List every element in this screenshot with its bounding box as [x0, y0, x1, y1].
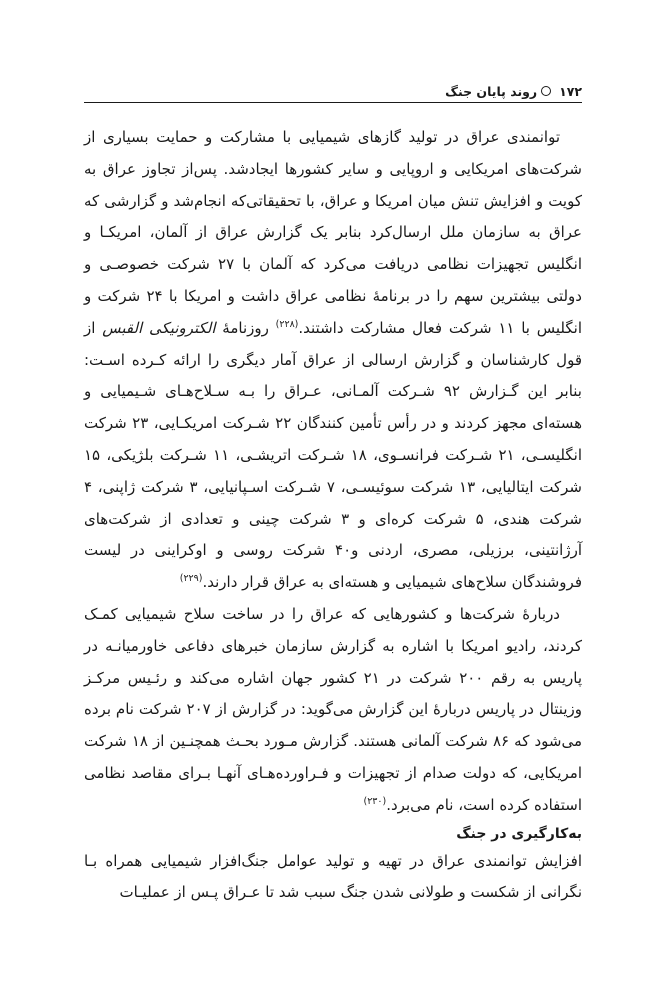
page-body — [84, 122, 582, 909]
running-title: روند پایان جنگ — [445, 83, 538, 99]
page-number: ۱۷۲ — [559, 83, 582, 99]
paragraph-3-text: افزایش توانمندی عراق در تهیه و تولید عوامل جنگ‌افزار شیمیایی همراه بـا نگرانی از شکست و طولانی شدن جنگ سبب شد تا عـراق پـس از عملیـات — [84, 851, 582, 902]
section-heading: به‌کارگیری در جنگ — [456, 825, 582, 842]
paragraph-1 — [84, 122, 582, 599]
paragraph-1-text-b: روزنامهٔ — [215, 318, 276, 337]
header-divider — [84, 102, 582, 103]
paragraph-3 — [84, 846, 582, 910]
paragraph-1-text-a: توانمندی عراق در تولید گازهای شیمیایی با مشارکت و حمایت بسیاری از شرکت‌های امریکایی و اروپایی و سایر کشورها ایجادشد. پس‌از تجاوز عراق به کویت و افزایش تنش میان امریکا و عراق، با تحقیقاتی‌که انجام‌شد و گزارشی که عراق به سازمان ملل ارسال‌کرد بنابر یک گزارش عراق از آلمان، امریکـا و انگلیس تجهیزات نظامی دریافت می‌کرد که آلمان با ۲۷ شرکت خصوصـی و دولتی بیشترین سهم را در برنامهٔ نظامی عراق داشت و امریکا با ۲۴ شرکت و انگلیس با ۱۱ شرکت فعال مشارکت داشتند. — [84, 128, 583, 337]
footnote-ref-230: (۲۳۰) — [363, 795, 387, 807]
paragraph-1-text-c: از قول کارشناسان و گزارش ارسالی از عراق آمار دیگری را ارائه کـرده اسـت: بنابر این گـزارش ۹۲ شـرکت آلمـانی، عـراق را بـه سـلاح‌هـای شـیمیایی و هسته‌ای مجهز کردند و در رأس تأمین کنندگان ۲۲ شـرکت امریکـایی، ۲۳ شرکت انگلیسـی، ۲۱ شـرکت فرانسـوی، ۱۸ شـرکت اتریشـی، ۱۱ شـرکت بلژیکی، ۱۵ شرکت ایتالیایی، ۱۳ شرکت سوئیسـی، ۷ شـرکت اسـپانیایی، ۳ شرکت ژاپنی، ۴ شرکت هندی، ۵ شرکت کره‌ای و ۳ شرکت چینی و تعدادی از شرکت‌های آرژانتینی، برزیلی، مصری، اردنی و۴۰ شرکت روسی و اوکراینی در لیست فروشندگان سلاح‌های شیمیایی و هسته‌ای به عراق قرار دارند. — [84, 318, 583, 592]
running-header — [84, 80, 582, 102]
paragraph-2 — [84, 599, 582, 822]
circle-separator-icon — [541, 86, 551, 96]
newspaper-name: الکترونیکی القبس — [102, 318, 216, 337]
footnote-ref-228: (۲۲۸) — [275, 318, 299, 330]
paragraph-2-text: دربارهٔ شرکت‌ها و کشورهایی که عراق را در ساخت سلاح شیمیایی کمـک کردند، رادیو امریکا با اشاره به گزارش سازمان خبرهای دفاعی خاورمیانـه در پاریس به رقم ۲۰۰ شرکت در ۲۱ کشور جهان اشاره می‌کند و رئـیس مرکـز وزینتال در پاریس دربارهٔ این گزارش می‌گوید: در گزارش از ۲۰۷ شرکت نام برده می‌شود که ۸۶ شرکت آلمانی هستند. گزارش مـورد بحـث همچنـین از ۱۸ شرکت امریکایی، که دولت صدام از تجهیزات و فـراورده‌هـای آنهـا بـرای مقاصد نظامی استفاده کرده است، نام می‌برد. — [84, 604, 582, 814]
footnote-ref-229: (۲۲۹) — [179, 573, 203, 585]
